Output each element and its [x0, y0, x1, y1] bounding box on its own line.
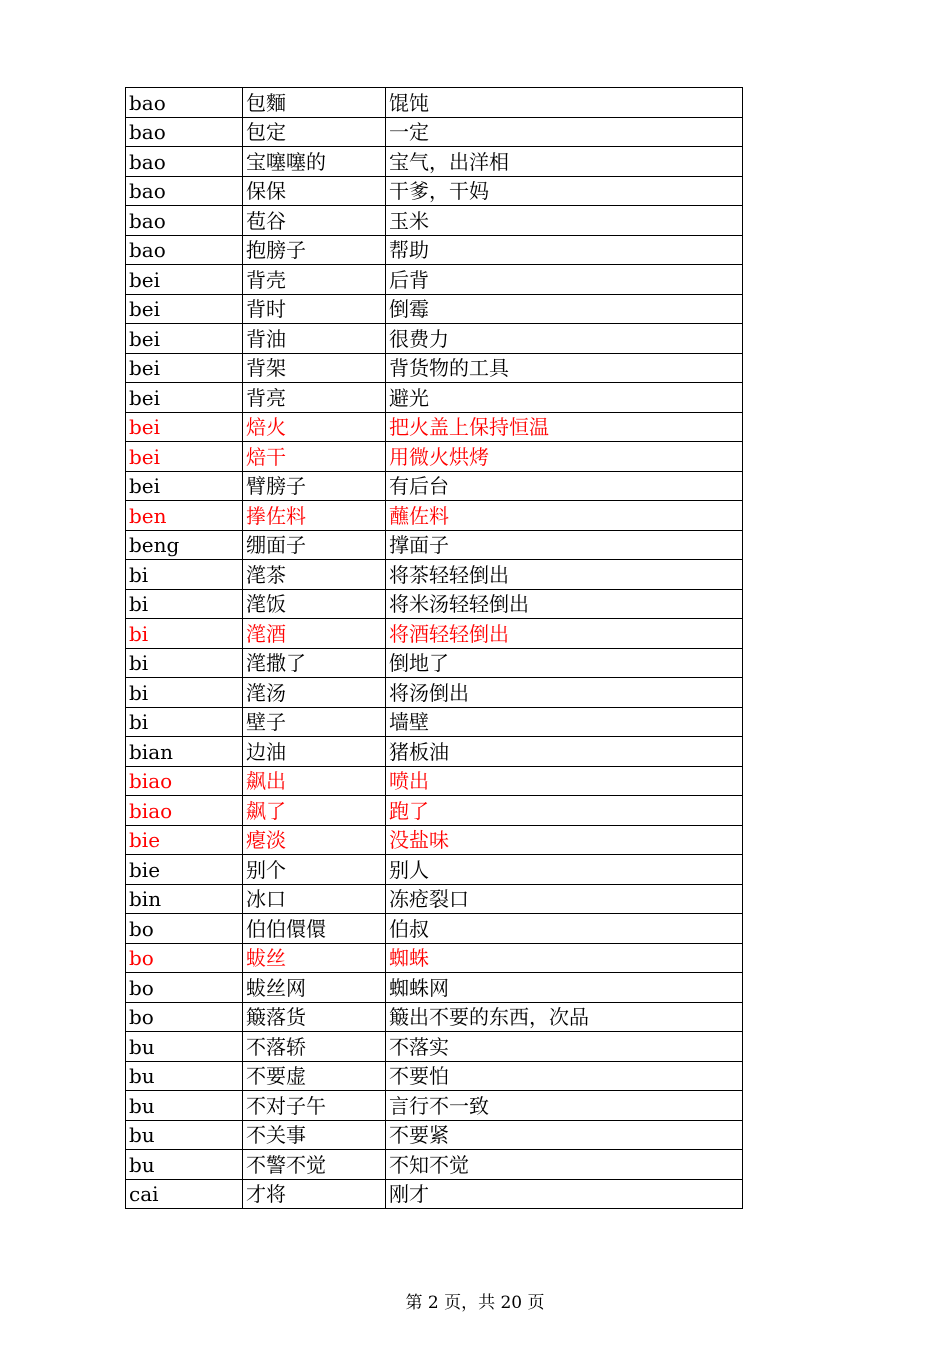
dialect-word-cell: 壁子 [243, 707, 386, 737]
pinyin-cell: bao [126, 88, 243, 118]
pinyin-cell: biao [126, 796, 243, 826]
pinyin-cell: bi [126, 648, 243, 678]
pinyin-cell: bie [126, 825, 243, 855]
dialect-word-cell: 不关事 [243, 1120, 386, 1150]
table-row [126, 1120, 743, 1150]
pinyin-cell: bu [126, 1091, 243, 1121]
dialect-word-cell: 伯伯儇儇 [243, 914, 386, 944]
table-row [126, 678, 743, 708]
table-row [126, 1061, 743, 1091]
table-row [126, 501, 743, 531]
table-row [126, 943, 743, 973]
dialect-word-cell: 包定 [243, 117, 386, 147]
dialect-word-cell: 背时 [243, 294, 386, 324]
table-row [126, 737, 743, 767]
dialect-word-cell: 背壳 [243, 265, 386, 295]
meaning-cell: 很费力 [386, 324, 743, 354]
table-row [126, 1002, 743, 1032]
pinyin-cell: cai [126, 1179, 243, 1209]
meaning-cell: 避光 [386, 383, 743, 413]
dialect-word-cell: 搼佐料 [243, 501, 386, 531]
dialect-word-cell: 包麵 [243, 88, 386, 118]
table-row [126, 324, 743, 354]
meaning-cell: 猪板油 [386, 737, 743, 767]
dialect-word-cell: 背油 [243, 324, 386, 354]
table-row [126, 884, 743, 914]
meaning-cell: 没盐味 [386, 825, 743, 855]
dialect-word-cell: 别个 [243, 855, 386, 885]
dialect-word-cell: 背亮 [243, 383, 386, 413]
meaning-cell: 馄饨 [386, 88, 743, 118]
pinyin-cell: bu [126, 1061, 243, 1091]
page-footer: 第 2 页，共 20 页 [405, 1293, 545, 1313]
meaning-cell: 把火盖上保持恒温 [386, 412, 743, 442]
meaning-cell: 倒霉 [386, 294, 743, 324]
table-row [126, 560, 743, 590]
meaning-cell: 蜘蛛网 [386, 973, 743, 1003]
table-row [126, 914, 743, 944]
dialect-word-cell: 边油 [243, 737, 386, 767]
meaning-cell: 冻疮裂口 [386, 884, 743, 914]
meaning-cell: 跑了 [386, 796, 743, 826]
table-row [126, 619, 743, 649]
pinyin-cell: bo [126, 914, 243, 944]
dialect-word-cell: 焙干 [243, 442, 386, 472]
dialect-word-cell: 冰口 [243, 884, 386, 914]
pinyin-cell: bi [126, 560, 243, 590]
meaning-cell: 帮助 [386, 235, 743, 265]
meaning-cell: 不要怕 [386, 1061, 743, 1091]
meaning-cell: 将茶轻轻倒出 [386, 560, 743, 590]
table-row [126, 353, 743, 383]
table-row [126, 648, 743, 678]
table-row [126, 383, 743, 413]
pinyin-cell: ben [126, 501, 243, 531]
meaning-cell: 倒地了 [386, 648, 743, 678]
meaning-cell: 喷出 [386, 766, 743, 796]
table-row [126, 1091, 743, 1121]
pinyin-cell: bei [126, 294, 243, 324]
meaning-cell: 背货物的工具 [386, 353, 743, 383]
table-row [126, 206, 743, 236]
table-row [126, 707, 743, 737]
meaning-cell: 用微火烘烤 [386, 442, 743, 472]
meaning-cell: 言行不一致 [386, 1091, 743, 1121]
meaning-cell: 簸出不要的东西，次品 [386, 1002, 743, 1032]
meaning-cell: 蜘蛛 [386, 943, 743, 973]
pinyin-cell: bao [126, 206, 243, 236]
pinyin-cell: bie [126, 855, 243, 885]
dialect-word-cell: 宝噻噻的 [243, 147, 386, 177]
pinyin-cell: bao [126, 176, 243, 206]
meaning-cell: 蘸佐料 [386, 501, 743, 531]
meaning-cell: 一定 [386, 117, 743, 147]
pinyin-cell: bei [126, 353, 243, 383]
meaning-cell: 将汤倒出 [386, 678, 743, 708]
dialect-word-cell: 绷面子 [243, 530, 386, 560]
pinyin-cell: bei [126, 383, 243, 413]
dialect-word-cell: 不要虚 [243, 1061, 386, 1091]
pinyin-cell: bei [126, 324, 243, 354]
pinyin-cell: bi [126, 678, 243, 708]
table-row [126, 973, 743, 1003]
meaning-cell: 不知不觉 [386, 1150, 743, 1180]
meaning-cell: 墙壁 [386, 707, 743, 737]
meaning-cell: 有后台 [386, 471, 743, 501]
table-row [126, 1179, 743, 1209]
dialect-word-cell: 不落轿 [243, 1032, 386, 1062]
meaning-cell: 不要紧 [386, 1120, 743, 1150]
meaning-cell: 刚才 [386, 1179, 743, 1209]
pinyin-cell: bei [126, 442, 243, 472]
meaning-cell: 干爹，干妈 [386, 176, 743, 206]
table-row [126, 530, 743, 560]
dialect-word-cell: 瘪淡 [243, 825, 386, 855]
table-row [126, 294, 743, 324]
dialect-word-cell: 飙出 [243, 766, 386, 796]
pinyin-cell: bo [126, 973, 243, 1003]
dialect-word-cell: 飙了 [243, 796, 386, 826]
meaning-cell: 后背 [386, 265, 743, 295]
table-row [126, 471, 743, 501]
dialect-word-cell: 背架 [243, 353, 386, 383]
dialect-word-cell: 蛂丝网 [243, 973, 386, 1003]
meaning-cell: 将酒轻轻倒出 [386, 619, 743, 649]
pinyin-cell: bi [126, 707, 243, 737]
pinyin-cell: bei [126, 412, 243, 442]
pinyin-cell: bao [126, 117, 243, 147]
dialect-word-cell: 不警不觉 [243, 1150, 386, 1180]
pinyin-cell: bu [126, 1150, 243, 1180]
pinyin-cell: biao [126, 766, 243, 796]
meaning-cell: 不落实 [386, 1032, 743, 1062]
table-row [126, 265, 743, 295]
meaning-cell: 撑面子 [386, 530, 743, 560]
meaning-cell: 宝气，出洋相 [386, 147, 743, 177]
dialect-glossary-table [125, 87, 743, 1209]
pinyin-cell: bi [126, 589, 243, 619]
dialect-word-cell: 才将 [243, 1179, 386, 1209]
pinyin-cell: bei [126, 265, 243, 295]
table-row [126, 147, 743, 177]
table-row [126, 796, 743, 826]
table-row [126, 442, 743, 472]
pinyin-cell: bo [126, 1002, 243, 1032]
dialect-word-cell: 滗饭 [243, 589, 386, 619]
pinyin-cell: bu [126, 1032, 243, 1062]
dialect-word-cell: 蛂丝 [243, 943, 386, 973]
table-row [126, 855, 743, 885]
dialect-word-cell: 滗撒了 [243, 648, 386, 678]
table-row [126, 235, 743, 265]
pinyin-cell: bei [126, 471, 243, 501]
dialect-word-cell: 焙火 [243, 412, 386, 442]
dialect-word-cell: 抱膀子 [243, 235, 386, 265]
pinyin-cell: bao [126, 147, 243, 177]
meaning-cell: 伯叔 [386, 914, 743, 944]
pinyin-cell: bao [126, 235, 243, 265]
table-row [126, 1150, 743, 1180]
pinyin-cell: bin [126, 884, 243, 914]
pinyin-cell: bian [126, 737, 243, 767]
dialect-word-cell: 不对子午 [243, 1091, 386, 1121]
table-row [126, 88, 743, 118]
dialect-word-cell: 保保 [243, 176, 386, 206]
table-row [126, 412, 743, 442]
table-row [126, 176, 743, 206]
glossary-body [126, 88, 743, 1209]
pinyin-cell: beng [126, 530, 243, 560]
table-row [126, 825, 743, 855]
table-row [126, 1032, 743, 1062]
table-row [126, 117, 743, 147]
table-row [126, 589, 743, 619]
dialect-word-cell: 苞谷 [243, 206, 386, 236]
meaning-cell: 将米汤轻轻倒出 [386, 589, 743, 619]
dialect-word-cell: 滗茶 [243, 560, 386, 590]
pinyin-cell: bi [126, 619, 243, 649]
dialect-word-cell: 滗酒 [243, 619, 386, 649]
dialect-word-cell: 臂膀子 [243, 471, 386, 501]
pinyin-cell: bu [126, 1120, 243, 1150]
meaning-cell: 玉米 [386, 206, 743, 236]
table-row [126, 766, 743, 796]
dialect-word-cell: 簸落货 [243, 1002, 386, 1032]
pinyin-cell: bo [126, 943, 243, 973]
dialect-word-cell: 滗汤 [243, 678, 386, 708]
meaning-cell: 别人 [386, 855, 743, 885]
